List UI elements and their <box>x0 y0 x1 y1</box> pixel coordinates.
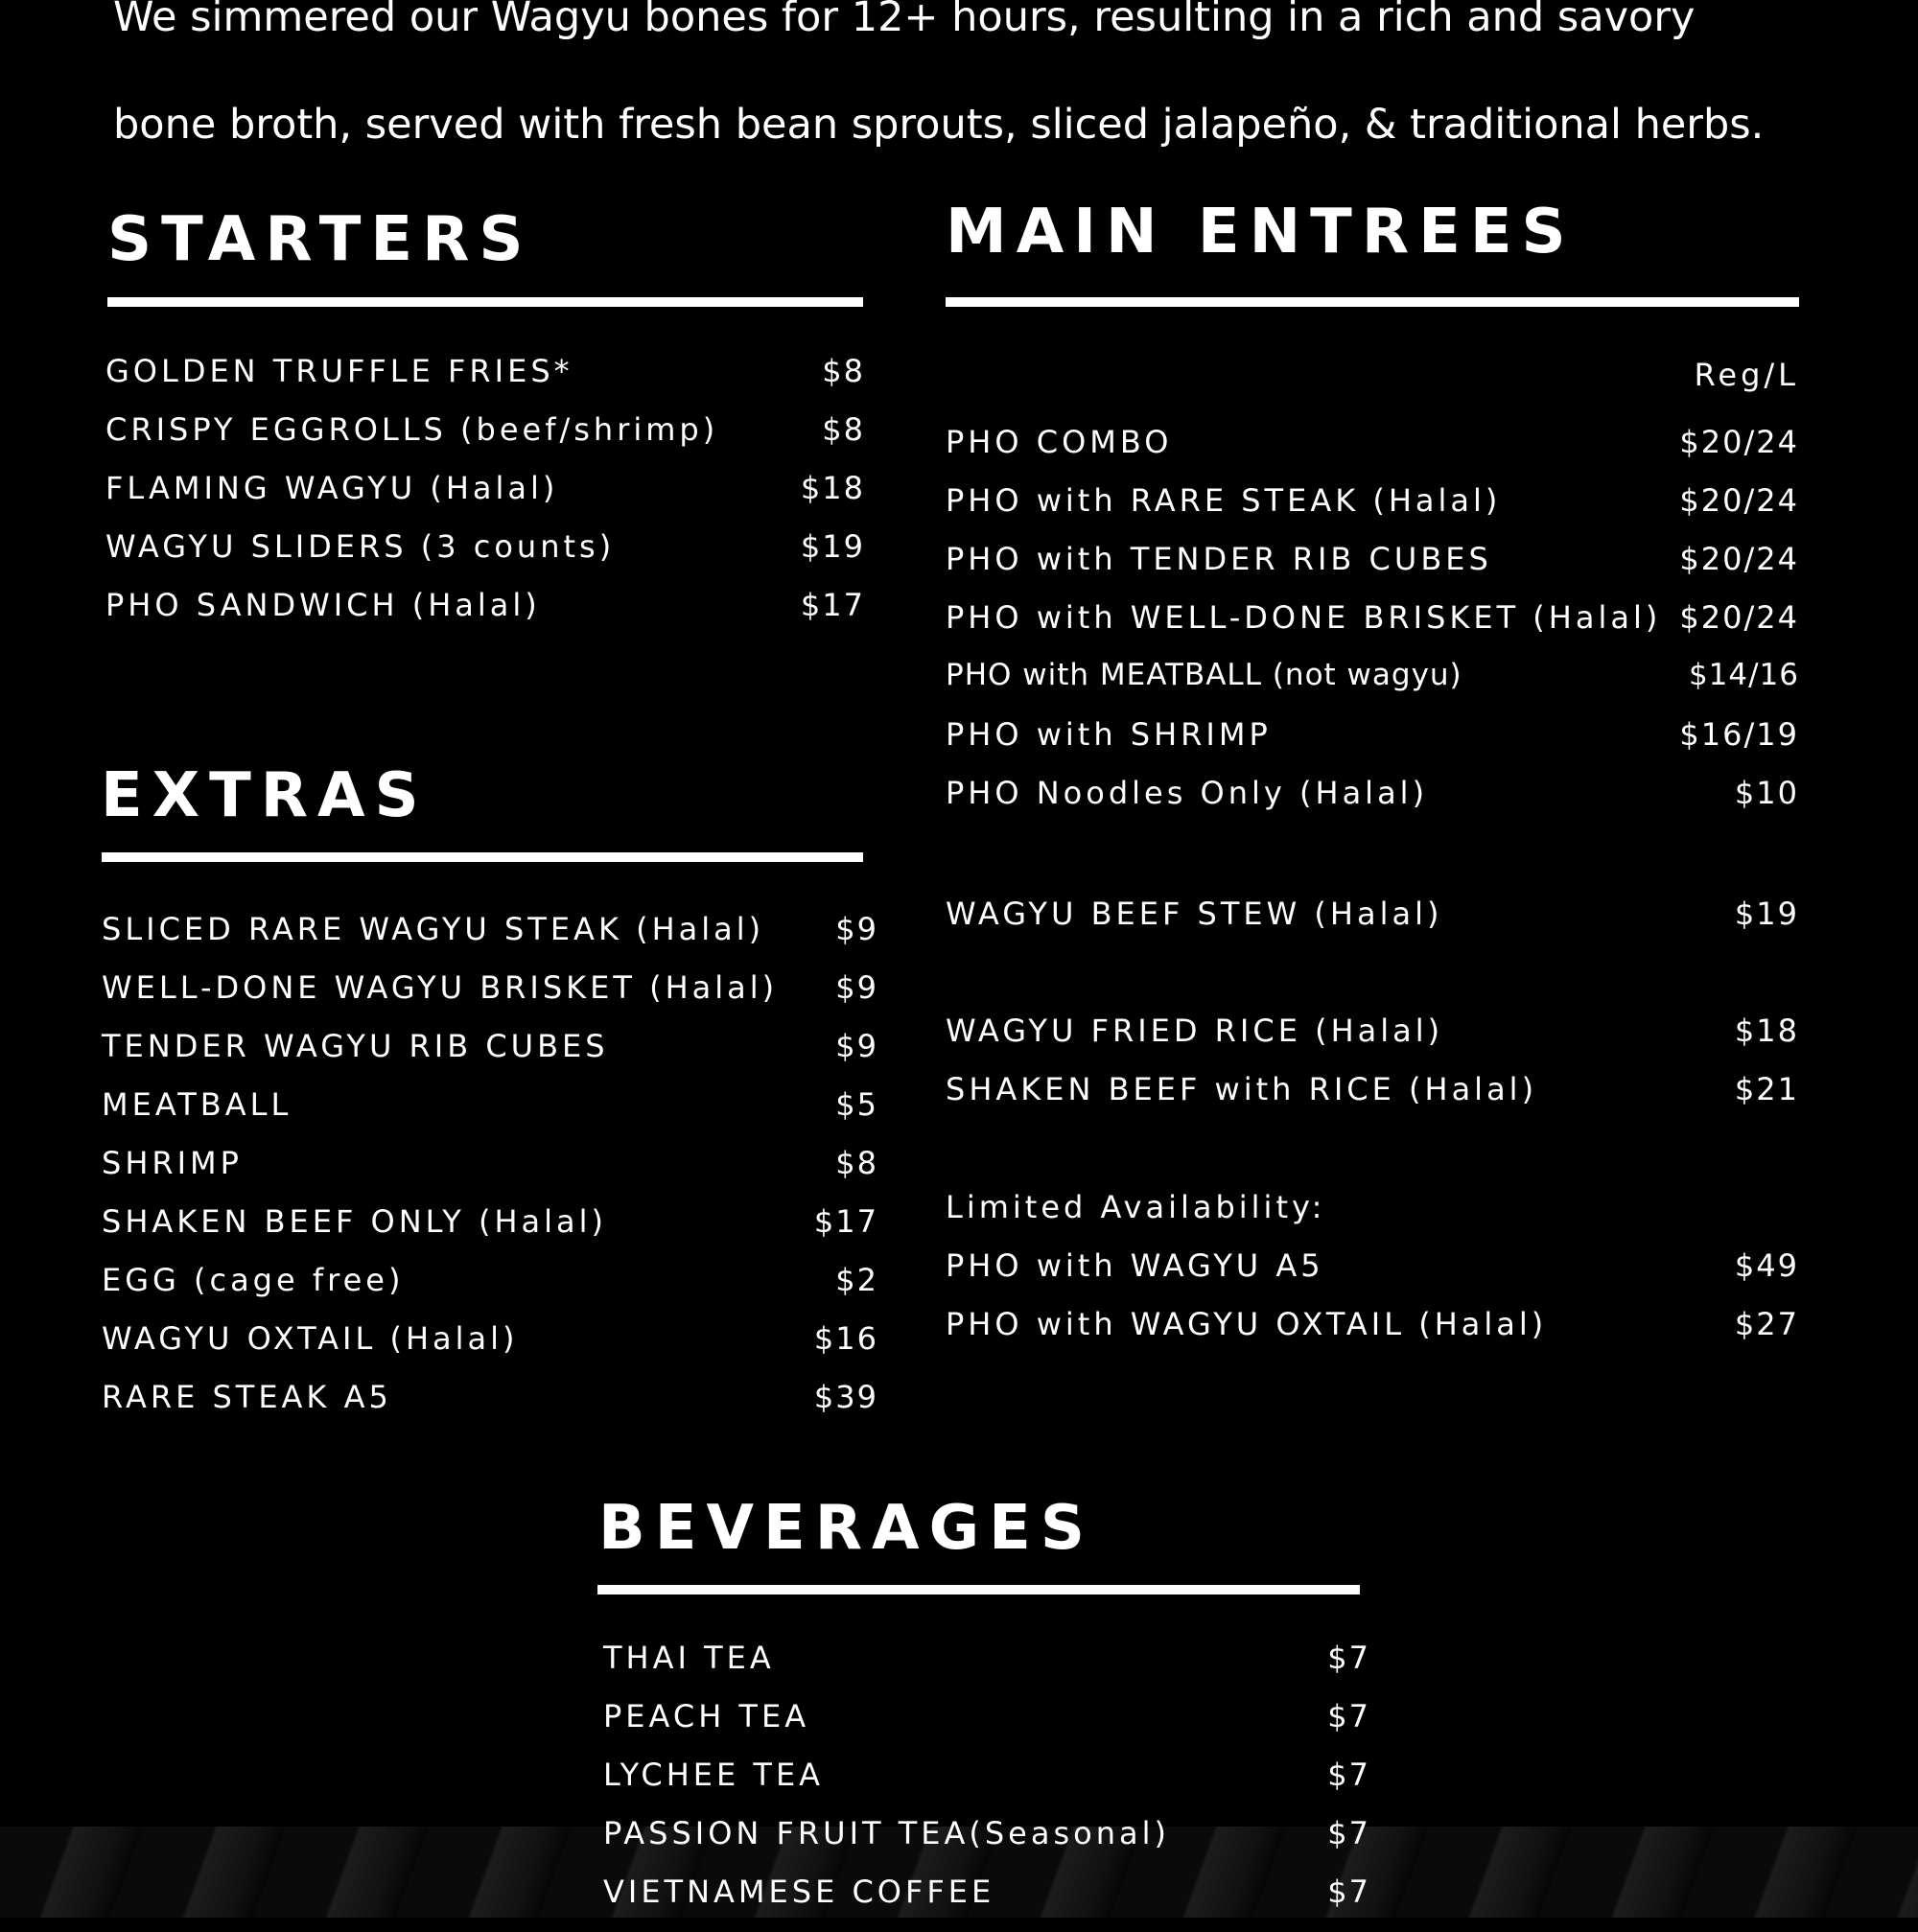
menu-item-name: SLICED RARE WAGYU STEAK (Halal) <box>102 911 765 947</box>
intro-line-1: We simmered our Wagyu bones for 12+ hours, resulting in a rich and savory <box>113 0 1696 41</box>
menu-item-price: $18 <box>1734 1013 1799 1049</box>
menu-item-name: PHO with TENDER RIB CUBES <box>946 541 1492 577</box>
menu-item-name: PHO COMBO <box>946 424 1173 460</box>
menu-item-price: $21 <box>1734 1071 1799 1107</box>
menu-item-price: $17 <box>813 1203 878 1240</box>
menu-item-name: SHRIMP <box>102 1145 243 1181</box>
menu-item-name: PEACH TEA <box>603 1698 810 1734</box>
menu-item <box>102 969 878 1028</box>
menu-item-name: PHO with SHRIMP <box>946 716 1272 753</box>
limited-availability-label: Limited Availability: <box>946 1189 1326 1225</box>
menu-item-name: PASSION FRUIT TEA(Seasonal) <box>603 1815 1170 1851</box>
starters-list <box>105 353 865 645</box>
beverages-title: BEVERAGES <box>598 1493 1094 1564</box>
menu-item-price: $7 <box>1327 1757 1370 1793</box>
menu-item-name: WAGYU OXTAIL (Halal) <box>102 1320 519 1357</box>
main-entrees-title: MAIN ENTREES <box>946 197 1576 268</box>
menu-item-price: $20/24 <box>1679 424 1799 460</box>
menu-item <box>946 658 1799 716</box>
size-header: Reg/L <box>1694 357 1799 393</box>
menu-item <box>105 470 865 528</box>
menu-item-price: $20/24 <box>1679 482 1799 519</box>
menu-item <box>603 1815 1370 1874</box>
menu-item <box>946 541 1799 599</box>
menu-item-name: RARE STEAK A5 <box>102 1379 392 1415</box>
menu-item <box>102 1320 878 1379</box>
menu-item-price: $2 <box>835 1262 878 1298</box>
menu-item-name: PHO Noodles Only (Halal) <box>946 775 1429 811</box>
menu-item-name: LYCHEE TEA <box>603 1757 825 1793</box>
menu-item-name: PHO with WELL-DONE BRISKET (Halal) <box>946 599 1662 636</box>
pho-list <box>946 424 1799 833</box>
menu-item-price: $7 <box>1327 1698 1370 1734</box>
menu-item <box>105 528 865 587</box>
menu-item-name: EGG (cage free) <box>102 1262 405 1298</box>
menu-item-name: SHAKEN BEEF with RICE (Halal) <box>946 1071 1538 1107</box>
extras-rule <box>102 852 863 862</box>
menu-item <box>102 1145 878 1203</box>
menu-item-price: $19 <box>1734 896 1799 932</box>
menu-item-name: WELL-DONE WAGYU BRISKET (Halal) <box>102 969 779 1006</box>
menu-item <box>946 1013 1799 1071</box>
menu-item-price: $7 <box>1327 1874 1370 1910</box>
menu-item-name: WAGYU SLIDERS (3 counts) <box>105 528 616 565</box>
menu-item <box>105 411 865 470</box>
menu-item <box>603 1640 1370 1698</box>
menu-item <box>946 716 1799 775</box>
menu-item-name: TENDER WAGYU RIB CUBES <box>102 1028 609 1064</box>
menu-item-price: $9 <box>835 1028 878 1064</box>
menu-item-name: CRISPY EGGROLLS (beef/shrimp) <box>105 411 719 448</box>
menu-item <box>946 1306 1799 1364</box>
menu-item <box>105 587 865 645</box>
menu-item-price: $49 <box>1734 1247 1799 1284</box>
menu-item <box>946 482 1799 541</box>
menu-item <box>946 599 1799 658</box>
rice-list <box>946 1013 1799 1129</box>
menu-item-price: $7 <box>1327 1815 1370 1851</box>
menu-item <box>102 1086 878 1145</box>
menu-item <box>603 1874 1370 1932</box>
menu-item-name: SHAKEN BEEF ONLY (Halal) <box>102 1203 607 1240</box>
menu-item <box>603 1757 1370 1815</box>
menu-item <box>946 775 1799 833</box>
menu-item-name: VIETNAMESE COFFEE <box>603 1874 995 1910</box>
menu-item-name: FLAMING WAGYU (Halal) <box>105 470 559 506</box>
menu-item <box>946 1247 1799 1306</box>
menu-item <box>946 424 1799 482</box>
menu-item-price: $8 <box>835 1145 878 1181</box>
menu-item <box>102 1262 878 1320</box>
menu-item-price: $5 <box>835 1086 878 1123</box>
menu-item-name: GOLDEN TRUFFLE FRIES* <box>105 353 573 389</box>
menu-item-name: PHO with MEATBALL (not wagyu) <box>946 658 1462 692</box>
starters-title: STARTERS <box>107 204 533 275</box>
menu-item-name: MEATBALL <box>102 1086 292 1123</box>
starters-rule <box>107 297 863 307</box>
menu-item-price: $10 <box>1734 775 1799 811</box>
menu-item-name: THAI TEA <box>603 1640 775 1676</box>
menu-item-price: $9 <box>835 969 878 1006</box>
limited-list <box>946 1247 1799 1364</box>
intro-line-2: bone broth, served with fresh bean sprouts, sliced jalapeño, & traditional herbs. <box>113 101 1765 149</box>
menu-item-price: $39 <box>813 1379 878 1415</box>
menu-item-price: $18 <box>800 470 865 506</box>
menu-item <box>603 1698 1370 1757</box>
menu-item-name: PHO with RARE STEAK (Halal) <box>946 482 1502 519</box>
menu-item-price: $19 <box>800 528 865 565</box>
menu-item <box>105 353 865 411</box>
menu-item-price: $7 <box>1327 1640 1370 1676</box>
menu-item-name: PHO SANDWICH (Halal) <box>105 587 541 623</box>
menu-item <box>102 911 878 969</box>
menu-item <box>102 1203 878 1262</box>
extras-list <box>102 911 878 1437</box>
menu-item-name: PHO with WAGYU OXTAIL (Halal) <box>946 1306 1548 1342</box>
menu-item <box>102 1028 878 1086</box>
menu-item-price: $20/24 <box>1679 541 1799 577</box>
menu-item-price: $9 <box>835 911 878 947</box>
menu-item-name: WAGYU FRIED RICE (Halal) <box>946 1013 1444 1049</box>
menu-item <box>946 896 1799 954</box>
stew-list <box>946 896 1799 954</box>
menu-item <box>102 1379 878 1437</box>
menu-item-price: $20/24 <box>1679 599 1799 636</box>
main-entrees-rule <box>946 297 1799 307</box>
menu-item-price: $8 <box>822 353 865 389</box>
menu-item-price: $14/16 <box>1688 658 1799 692</box>
beverages-list <box>603 1640 1370 1932</box>
menu-item-price: $8 <box>822 411 865 448</box>
menu-item <box>946 1071 1799 1129</box>
extras-title: EXTRAS <box>101 760 429 831</box>
menu-item-name: PHO with WAGYU A5 <box>946 1247 1324 1284</box>
menu-item-name: WAGYU BEEF STEW (Halal) <box>946 896 1443 932</box>
menu-item-price: $27 <box>1734 1306 1799 1342</box>
menu-item-price: $17 <box>800 587 865 623</box>
menu-item-price: $16 <box>813 1320 878 1357</box>
menu-item-price: $16/19 <box>1679 716 1799 753</box>
intro-text <box>113 0 1839 178</box>
beverages-rule <box>597 1585 1360 1594</box>
